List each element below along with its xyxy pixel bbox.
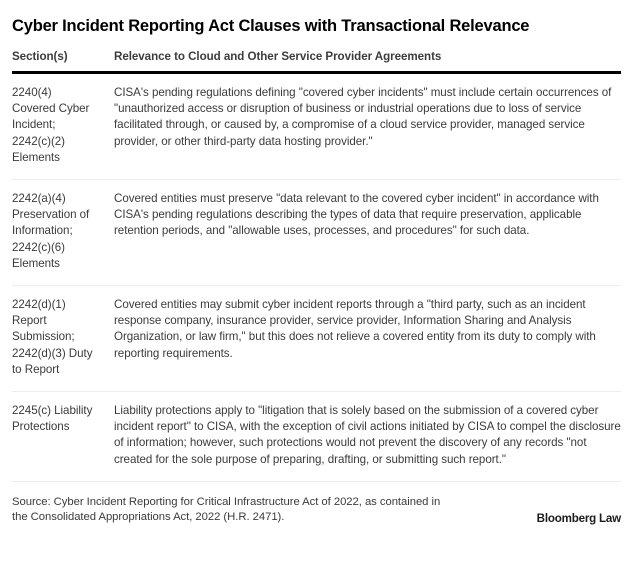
footer <box>12 482 621 526</box>
table-row <box>12 74 621 180</box>
cell-relevance: CISA's pending regulations defining "covered cyber incidents" must include certain occurrences of "unauthorized access or disruption of business or industrial operations due to loss of service facilitated through, or caused by, a compromise of a cloud service provider, managed service provider, or other third-party data hosting provider." <box>102 74 621 180</box>
page-title: Cyber Incident Reporting Act Clauses with Transactional Relevance <box>12 17 530 35</box>
column-header-sections: Section(s) <box>12 50 68 63</box>
table-header-row <box>12 50 621 71</box>
cell-section: 2242(a)(4) Preservation of Information; 2242(c)(6) Elements <box>12 180 102 286</box>
table-row <box>12 180 621 286</box>
table-row <box>12 392 621 482</box>
cell-section: 2245(c) Liability Protections <box>12 392 102 482</box>
cell-section: 2242(d)(1) Report Submission; 2242(d)(3) Duty to Report <box>12 286 102 392</box>
cell-relevance: Covered entities may submit cyber incident reports through a "third party, such as an incident response company, insurance provider, service provider, Information Sharing and Analysis Organization, or law firm," but this does not relieve a covered entity from its duty to comply with reporting requirements. <box>102 286 621 392</box>
clauses-table <box>12 50 621 482</box>
column-header-relevance: Relevance to Cloud and Other Service Provider Agreements <box>114 50 442 63</box>
cell-relevance: Covered entities must preserve "data relevant to the covered cyber incident" in accordance with CISA's pending regulations describing the types of data that require preservation, applicable retention periods, and "allowable uses, processes, and procedures" for such data. <box>102 180 621 286</box>
table-body <box>12 71 621 481</box>
source-note: Source: Cyber Incident Reporting for Critical Infrastructure Act of 2022, as contained in the Consolidated Appropriations Act, 2022 (H.R. 2471). <box>12 495 441 524</box>
cell-relevance: Liability protections apply to "litigation that is solely based on the submission of a covered cyber incident report" to CISA, with the exception of civil actions initiated by CISA to compel the disclosure of information; however, such protections would not prevent the discovery of any records "not created for the sole purpose of preparing, drafting, or submitting such report." <box>102 392 621 482</box>
table-row <box>12 286 621 392</box>
table-header <box>12 50 621 71</box>
bloomberg-law-logo: Bloomberg Law <box>536 511 621 525</box>
cell-section: 2240(4) Covered Cyber Incident; 2242(c)(2) Elements <box>12 74 102 180</box>
